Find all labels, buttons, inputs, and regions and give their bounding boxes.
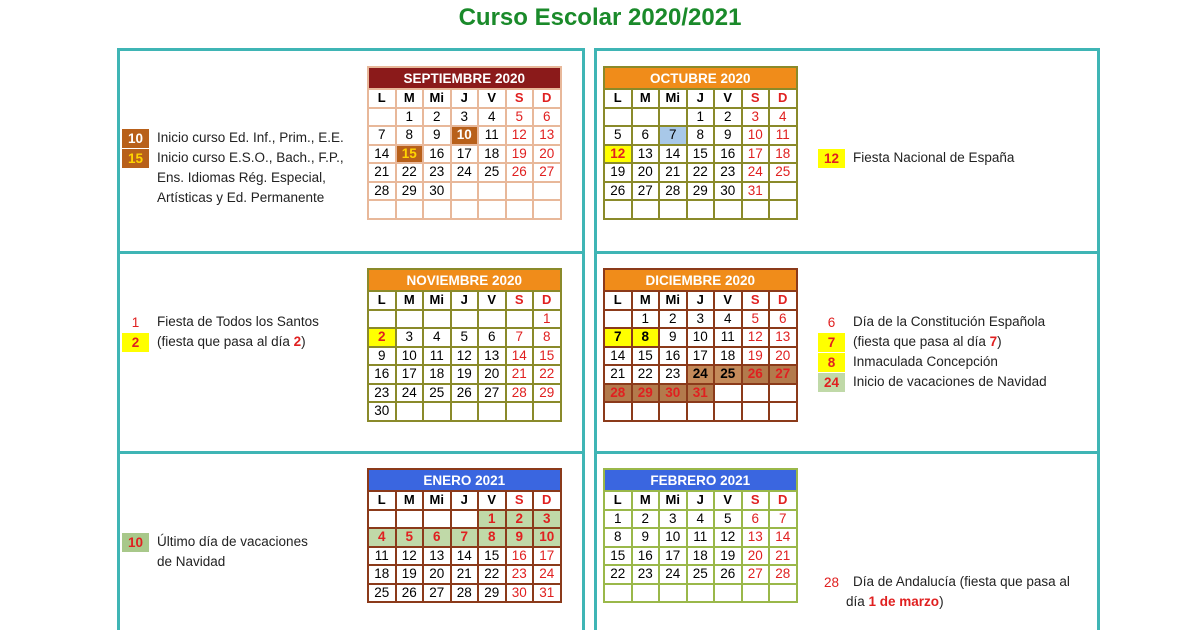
- legend-day: 2: [122, 333, 149, 352]
- legend-text: Ens. Idiomas Rég. Especial,: [157, 170, 326, 185]
- month-title: NOVIEMBRE 2020: [368, 269, 561, 291]
- weekday-header: L: [368, 89, 396, 108]
- legend-text: Día de la Constitución Española: [853, 314, 1046, 329]
- weekday-header: M: [396, 89, 424, 108]
- legend-text: día 1 de marzo): [846, 594, 944, 609]
- legend-day: 7: [818, 333, 845, 352]
- legend-text: Inmaculada Concepción: [853, 354, 998, 369]
- legend-text: de Navidad: [157, 554, 226, 569]
- calendar-november: NOVIEMBRE 2020 L M Mi J V S D 1 2 3 4 5 6 7 8 9 10 11 12 13 14 15 16 17 18 19 20 21 22 23 24 25 26 27 28 29 30: [367, 268, 562, 422]
- calendar-december: DICIEMBRE 2020 L M Mi J V S D 1 2 3 4 5 6 7 8 9 10 11 12 13 14 15 16 17 18 19 20 21 22 23 24 25 26 27 28 29 30 31: [603, 268, 798, 422]
- highlight-day: 15: [396, 145, 424, 164]
- highlight-day: 7: [604, 328, 632, 347]
- legend-day: 6: [827, 314, 836, 330]
- legend-text: Inicio curso E.S.O., Bach., F.P.,: [157, 150, 344, 165]
- divider: [594, 251, 1100, 254]
- divider: [594, 451, 1100, 454]
- divider: [1097, 48, 1100, 630]
- highlight-day: 10: [451, 126, 479, 145]
- weekday-header: Mi: [423, 89, 451, 108]
- calendar-october: OCTUBRE 2020 L M Mi J V S D 1 2 3 4 5 6 7 8 9 10 11 12 13 14 15 16 17 18 19 20 21 22 23 24 25 26 27 28 29 30 31: [603, 66, 798, 220]
- legend-text: Día de Andalucía (fiesta que pasa al: [853, 574, 1070, 589]
- legend-text: Fiesta de Todos los Santos: [157, 314, 319, 329]
- legend-text: Último día de vacaciones: [157, 534, 308, 549]
- highlight-day: 12: [604, 145, 632, 164]
- legend-october: [818, 148, 1014, 168]
- legend-september: [122, 128, 344, 208]
- legend-day: 24: [818, 373, 845, 392]
- legend-text: Fiesta Nacional de España: [853, 150, 1015, 165]
- legend-day: 1: [131, 314, 140, 330]
- weekday-header: V: [478, 89, 506, 108]
- calendar-january: ENERO 2021 L M Mi J V S D 1 2 3 4 5 6 7 8 9 10 11 12 13 14 15 16 17 18 19 20 21 22 23 24 25 26 27 28 29 30 31: [367, 468, 562, 603]
- legend-day: 10: [122, 533, 149, 552]
- legend-text: Artísticas y Ed. Permanente: [157, 190, 325, 205]
- legend-day: 12: [818, 149, 845, 168]
- page-title: Curso Escolar 2020/2021: [458, 4, 742, 31]
- legend-january: [122, 532, 308, 572]
- month-title: ENERO 2021: [368, 469, 561, 491]
- legend-day: 15: [122, 149, 149, 168]
- divider: [594, 48, 597, 630]
- weekday-header: D: [533, 89, 561, 108]
- legend-february: [818, 572, 1070, 612]
- legend-november: [122, 312, 319, 352]
- legend-day: 28: [823, 574, 840, 590]
- legend-text: (fiesta que pasa al día 2): [157, 334, 306, 349]
- weekday-header: S: [506, 89, 534, 108]
- legend-text: (fiesta que pasa al día 7): [853, 334, 1002, 349]
- legend-december: [818, 312, 1047, 392]
- divider: [117, 48, 120, 630]
- divider: [117, 451, 585, 454]
- legend-text: Inicio de vacaciones de Navidad: [853, 374, 1047, 389]
- month-title: OCTUBRE 2020: [604, 67, 797, 89]
- month-title: DICIEMBRE 2020: [604, 269, 797, 291]
- calendar-september: SEPTIEMBRE 2020 L M Mi J V S D 1 2 3 4 5 6 7 8 9 10 11 12 13 14 15 16 17 18 19 20 21 22 23 24 25 26 27 28 29 30: [367, 66, 562, 220]
- highlight-day: 2: [368, 328, 396, 347]
- weekday-header: J: [451, 89, 479, 108]
- divider: [582, 48, 585, 630]
- calendar-february: FEBRERO 2021 L M Mi J V S D 1 2 3 4 5 6 7 8 9 10 11 12 13 14 15 16 17 18 19 20 21 22 23 24 25 26 27 28: [603, 468, 798, 603]
- highlight-day: 8: [632, 328, 660, 347]
- legend-text: Inicio curso Ed. Inf., Prim., E.E.: [157, 130, 344, 145]
- divider: [117, 48, 585, 51]
- divider: [117, 251, 585, 254]
- legend-day: 8: [818, 353, 845, 372]
- day-cell: 1: [396, 108, 424, 127]
- divider: [594, 48, 1100, 51]
- month-title: FEBRERO 2021: [604, 469, 797, 491]
- month-title: SEPTIEMBRE 2020: [368, 67, 561, 89]
- legend-day: 10: [122, 129, 149, 148]
